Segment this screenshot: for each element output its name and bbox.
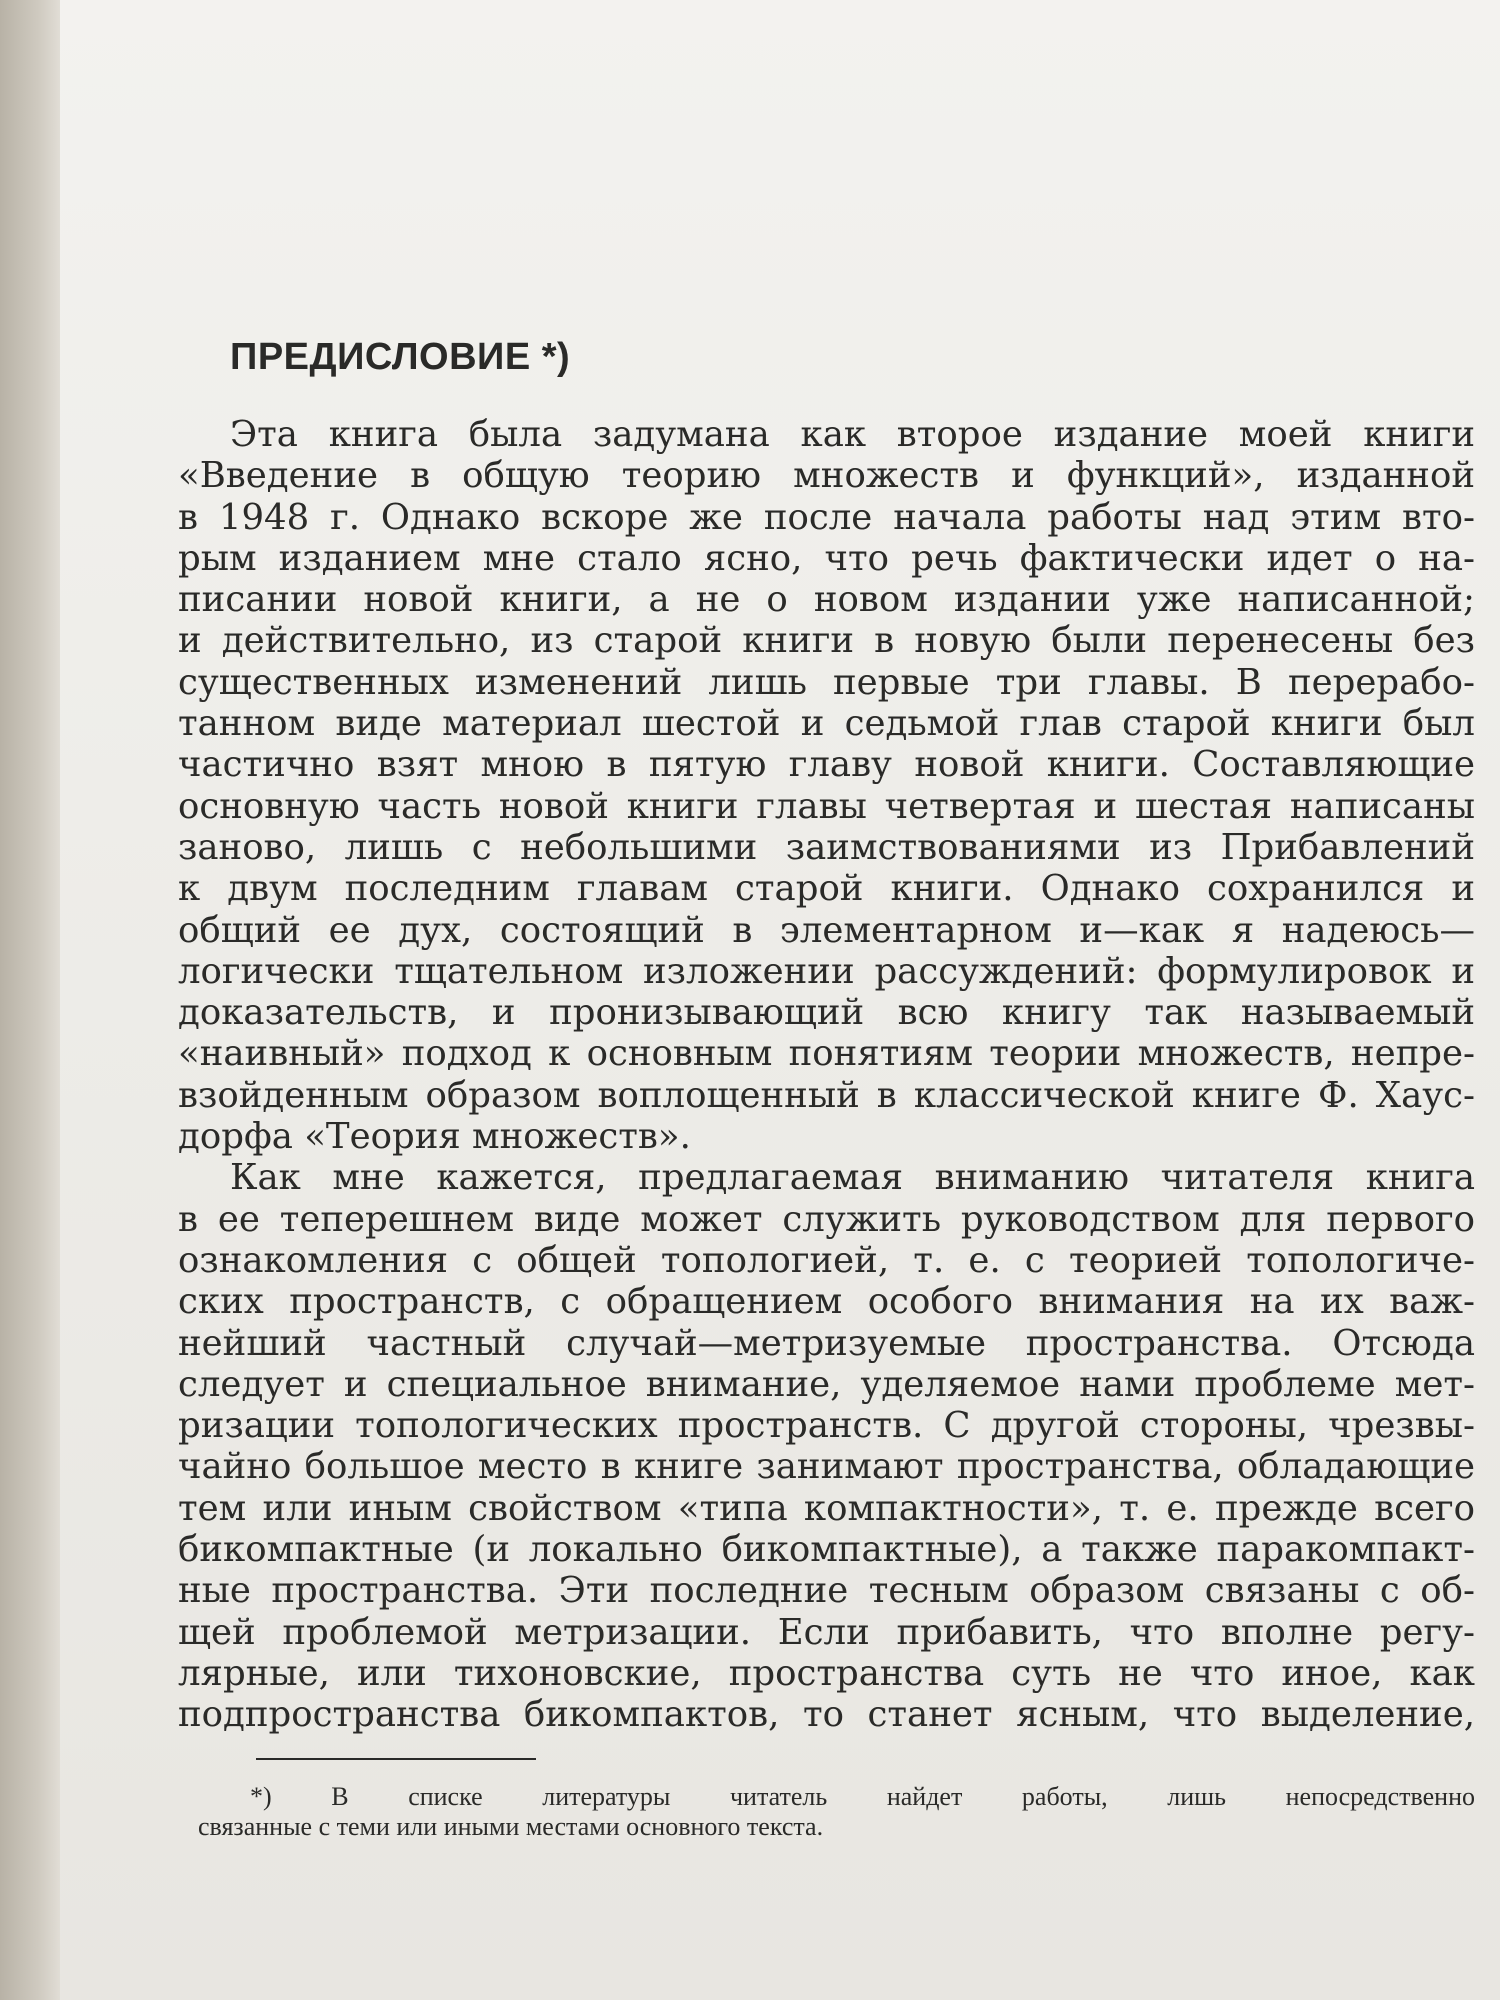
- paragraph-1: [178, 414, 1475, 1157]
- text-line: писании новой книги, а не о новом издании уже написанной;: [178, 579, 1475, 621]
- book-page: [60, 0, 1500, 2000]
- text-line: Эта книга была задумана как второе издание моей книги: [230, 414, 1475, 455]
- footnote-line: связанные с теми или иными местами основного текста.: [198, 1811, 824, 1841]
- text-line: тем или иным свойством «типа компактности», т. е. прежде всего: [178, 1487, 1475, 1529]
- text-line: существенных изменений лишь первые три главы. В перерабо-: [178, 661, 1475, 703]
- text-line: в ее теперешнем виде может служить руководством для первого: [178, 1198, 1475, 1240]
- text-line: Как мне кажется, предлагаемая вниманию читателя книга: [230, 1157, 1475, 1199]
- text-line: ских пространств, с обращением особого внимания на их важ-: [178, 1281, 1475, 1323]
- footnote-divider: [256, 1758, 536, 1760]
- text-line: рым изданием мне стало ясно, что речь фактически идет о на-: [178, 537, 1475, 579]
- text-line: в 1948 г. Однако вскоре же после начала работы над этим вто-: [178, 496, 1475, 538]
- text-line: дорфа «Теория множеств».: [178, 1116, 691, 1158]
- page-title: ПРЕДИСЛОВИЕ *): [230, 336, 571, 378]
- text-line: чайно большое место в книге занимают пространства, обладающие: [178, 1446, 1475, 1488]
- text-line: логически тщательном изложении рассуждений: формулировок и: [178, 950, 1475, 992]
- text-line: ризации топологических пространств. С другой стороны, чрезвы-: [178, 1405, 1475, 1447]
- text-line: бикомпактные (и локально бикомпактные), а также паракомпакт-: [178, 1529, 1475, 1571]
- text-line: танном виде материал шестой и седьмой глав старой книги был: [178, 703, 1475, 745]
- text-line: ознакомления с общей топологией, т. е. с теорией топологиче-: [178, 1239, 1475, 1281]
- footnote: [198, 1782, 1475, 1842]
- text-line: щей проблемой метризации. Если прибавить, что вполне регу-: [178, 1611, 1475, 1653]
- text-line: к двум последним главам старой книги. Однако сохранился и: [178, 868, 1475, 910]
- text-line: «Введение в общую теорию множеств и функций», изданной: [178, 455, 1475, 497]
- page-content: [178, 322, 1475, 1842]
- text-line: взойденным образом воплощенный в классической книге Ф. Хаус-: [178, 1074, 1475, 1116]
- text-line: основную часть новой книги главы четвертая и шестая написаны: [178, 785, 1475, 827]
- text-line: доказательств, и пронизывающий всю книгу так называемый: [178, 992, 1475, 1034]
- text-line: заново, лишь с небольшими заимствованиями из Прибавлений: [178, 826, 1475, 868]
- text-line: следует и специальное внимание, уделяемое нами проблеме мет-: [178, 1363, 1475, 1405]
- text-line: ные пространства. Эти последние тесным образом связаны с об-: [178, 1570, 1475, 1612]
- footnote-line: *) В списке литературы читатель найдет работы, лишь непосредственно: [250, 1781, 1475, 1811]
- text-line: «наивный» подход к основным понятиям теории множеств, непре-: [178, 1033, 1475, 1075]
- text-line: общий ее дух, состоящий в элементарном и—как я надеюсь—: [178, 909, 1475, 951]
- text-line: частично взят мною в пятую главу новой книги. Составляющие: [178, 744, 1475, 786]
- text-line: и действительно, из старой книги в новую были перенесены без: [178, 620, 1475, 662]
- text-line: подпространства бикомпактов, то станет ясным, что выделение,: [178, 1694, 1475, 1736]
- text-line: нейший частный случай—метризуемые пространства. Отсюда: [178, 1322, 1475, 1364]
- text-line: лярные, или тихоновские, пространства суть не что иное, как: [178, 1652, 1475, 1694]
- paragraph-2: [178, 1157, 1475, 1735]
